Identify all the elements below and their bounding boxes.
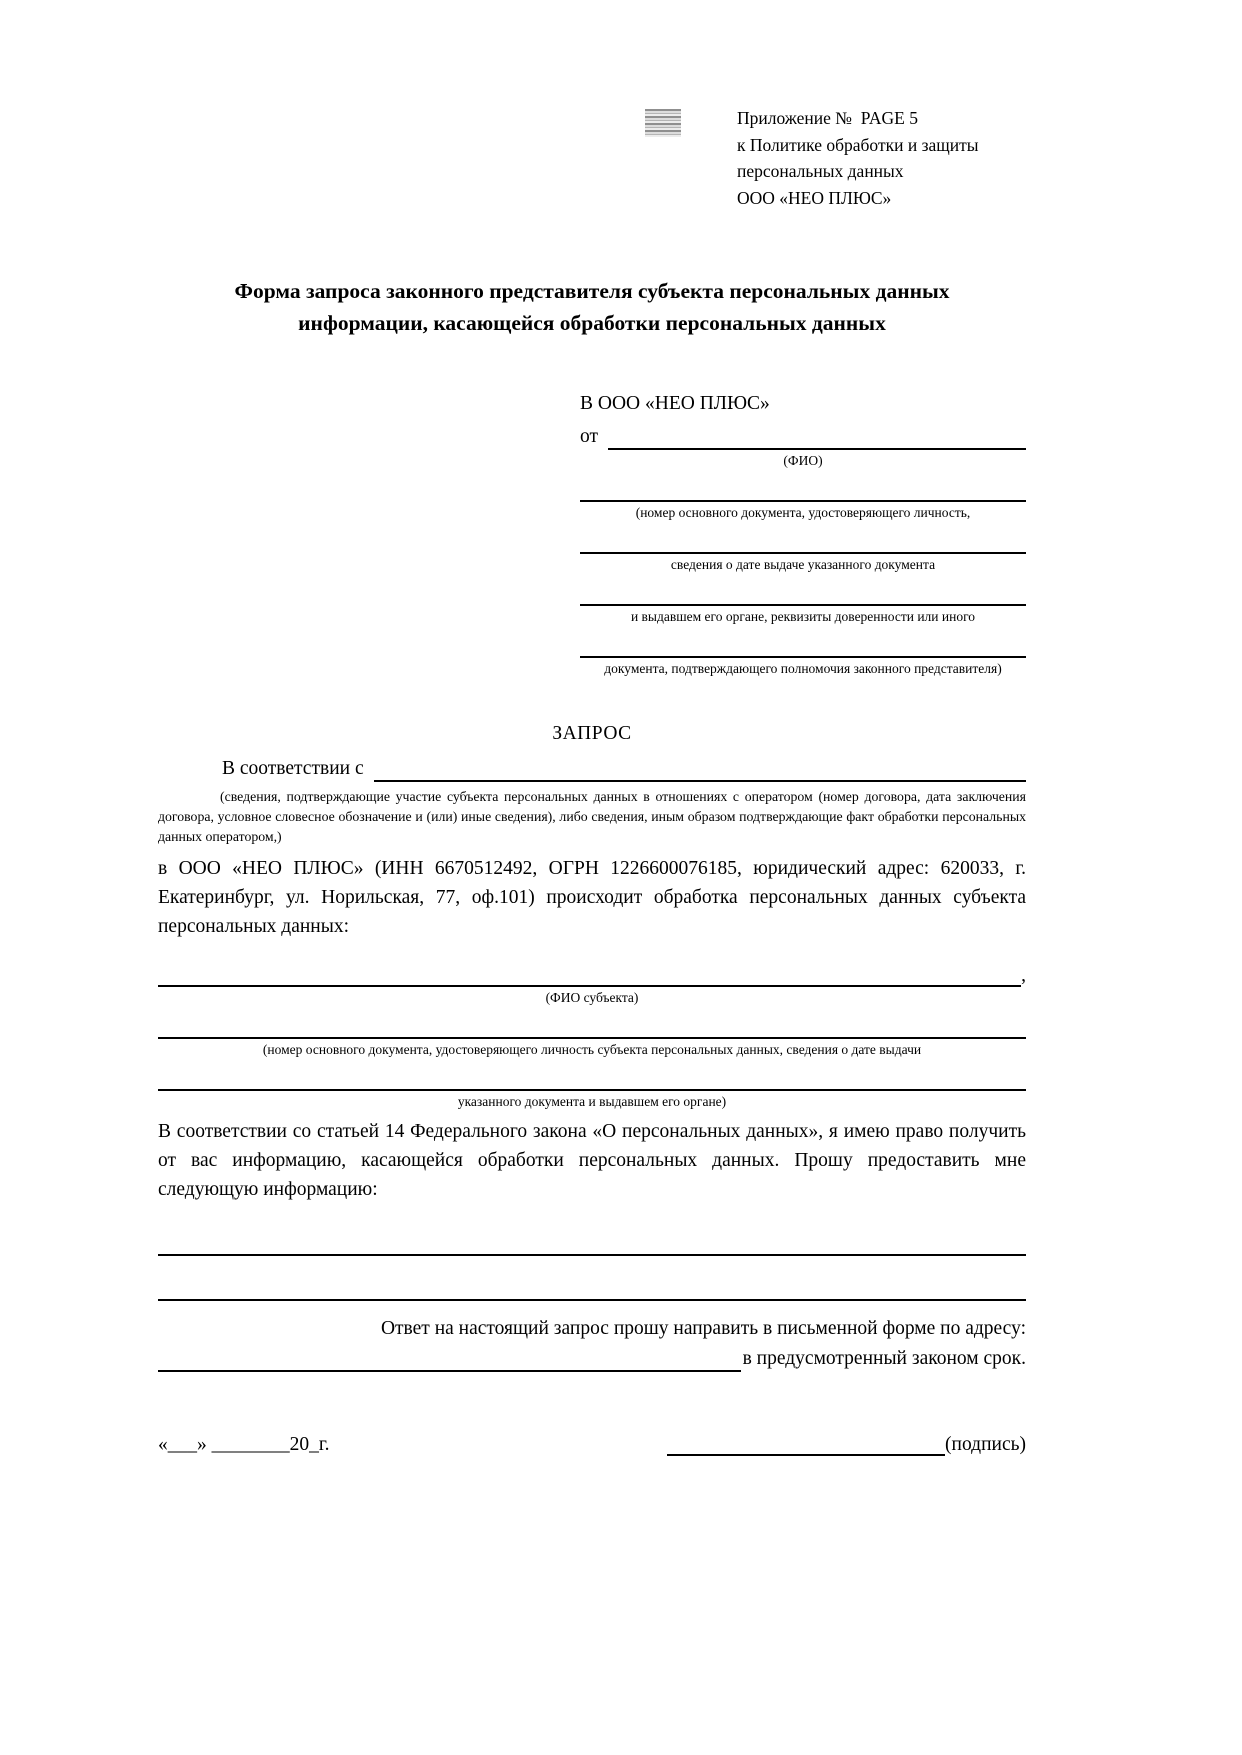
- accordance-fill-line: [374, 780, 1026, 782]
- appendix-number-line: Приложение № PAGE 5: [737, 108, 918, 128]
- signature-area: [667, 1434, 1026, 1456]
- date-signature-row: [158, 1434, 1026, 1456]
- signature-fill-line: [667, 1434, 945, 1456]
- addressee-line: В ООО «НЕО ПЛЮС»: [580, 393, 770, 414]
- policy-line-2: персональных данных: [737, 161, 904, 181]
- signature-caption: (подпись): [945, 1434, 1026, 1455]
- subject-doc-fill-line: [158, 1037, 1026, 1039]
- subject-fio-fill-line: [158, 961, 1021, 987]
- operator-paragraph: в ООО «НЕО ПЛЮС» (ИНН 6670512492, ОГРН 1226600076185, юридический адрес: 620033, г. Екатеринбург, ул. Норильская, 77, оф.101) происходит обработка персональных данных субъекта персональных данных:: [158, 858, 1026, 937]
- doc-number-caption: (номер основного документа, удостоверяющего личность,: [635, 505, 971, 520]
- doc-issue-date-fill-line: [580, 552, 1026, 554]
- doc-powers-caption: документа, подтверждающего полномочия законного представителя): [604, 661, 1002, 676]
- doc-issue-date-caption: сведения о дате выдаче указанного документа: [670, 557, 936, 572]
- doc-powers-fill-line: [580, 656, 1026, 658]
- accordance-row: [158, 756, 1026, 782]
- from-label: от: [580, 426, 599, 447]
- company-name: ООО «НЕО ПЛЮС»: [737, 187, 892, 208]
- document-title: [158, 275, 1026, 339]
- appendix-header: [737, 105, 979, 211]
- policy-line-1: к Политике обработки и защиты: [737, 134, 979, 155]
- accordance-prefix: В соответствии с: [222, 758, 364, 779]
- trailing-comma: ,: [1021, 965, 1026, 986]
- doc-number-fill-line: [580, 500, 1026, 502]
- subject-doc-authority-fill-line: [158, 1089, 1026, 1091]
- from-fill-line: [608, 448, 1026, 450]
- embedded-image-thumbnail-icon: [645, 109, 681, 137]
- document-title-line-2: информации, касающейся обработки персональных данных: [298, 311, 886, 335]
- reply-address-fill-line: [158, 1348, 741, 1372]
- request-heading: ЗАПРОС: [552, 723, 632, 744]
- fio-caption: (ФИО): [783, 453, 823, 468]
- requested-info-fill-line-1: [158, 1254, 1026, 1256]
- document-title-line-1: Форма запроса законного представителя субъекта персональных данных: [234, 279, 950, 303]
- subject-fio-caption: (ФИО субъекта): [545, 990, 639, 1005]
- date-line: «___» ________20_г.: [158, 1434, 330, 1455]
- reply-suffix: в предусмотренный законом срок.: [742, 1348, 1026, 1369]
- subject-doc-caption-1: (номер основного документа, удостоверяющего личность субъекта персональных данных, сведения о дате выдачи: [262, 1042, 922, 1057]
- reply-address-row: [158, 1345, 1026, 1372]
- doc-authority-caption: и выдавшем его органе, реквизиты доверенности или иного: [630, 609, 976, 624]
- fine-print-note: (сведения, подтверждающие участие субъекта персональных данных в отношениях с оператором (номер договора, дата заключения договора, условное словесное обозначение и (или) иные сведения), либо сведения, иным образом подтверждающие факт обработки персональных данных оператором,): [158, 789, 1026, 844]
- doc-authority-fill-line: [580, 604, 1026, 606]
- subject-doc-caption-2: указанного документа и выдавшем его органе): [457, 1094, 727, 1109]
- recipient-block: [580, 391, 1026, 677]
- requested-info-fill-line-2: [158, 1299, 1026, 1301]
- reply-address-line: Ответ на настоящий запрос прошу направить в письменной форме по адресу:: [380, 1318, 1026, 1339]
- from-row: [580, 424, 1026, 450]
- subject-fio-row: [158, 961, 1026, 987]
- law-paragraph: В соответствии со статьей 14 Федерального закона «О персональных данных», я имею право получить от вас информацию, касающейся обработки персональных данных. Прошу предоставить мне следующую информацию:: [158, 1121, 1026, 1200]
- page-header: [158, 105, 1026, 211]
